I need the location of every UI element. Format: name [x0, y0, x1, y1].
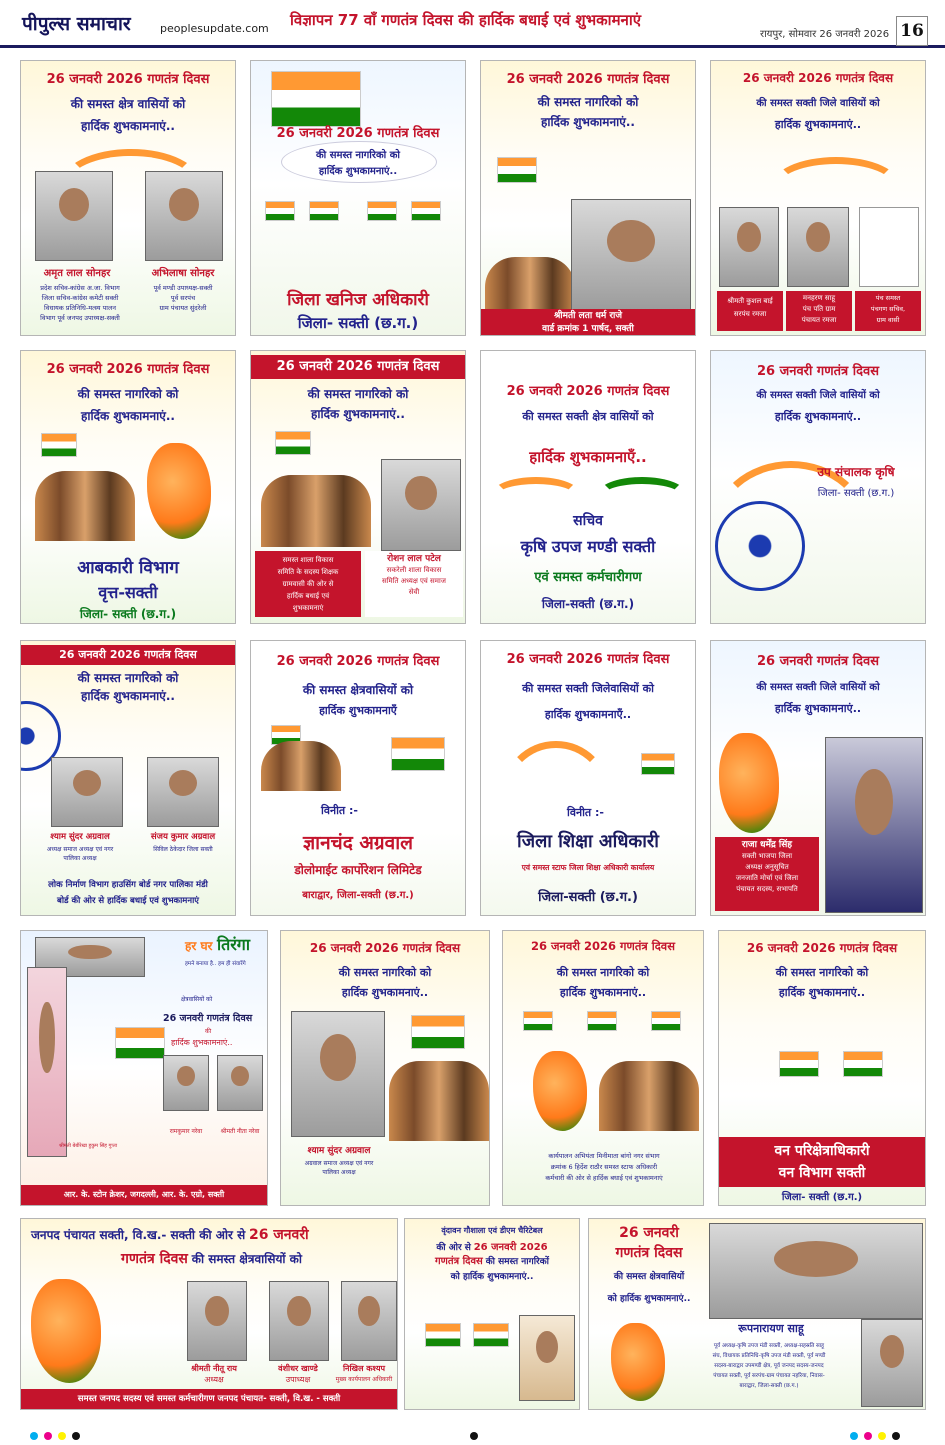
registration-mark	[878, 1432, 886, 1440]
registration-mark	[30, 1432, 38, 1440]
ad-greeting: हार्दिक शुभकामनाएं..	[318, 166, 398, 177]
desc-line: अग्रवाल समाज अध्यक्ष एवं नगर	[304, 1160, 374, 1167]
couple-photo	[571, 199, 691, 311]
ad-location: जिला- सक्ती (छ.ग.)	[817, 488, 895, 499]
ad-org: जिला खनिज अधिकारी	[287, 290, 429, 310]
freedom-fighters-image	[35, 471, 135, 541]
registration-mark	[850, 1432, 858, 1440]
person-designation: सरपंच रमजा	[733, 310, 767, 318]
desc-line: विधायक प्रतिनिधि-मत्स्य पालन	[44, 304, 116, 312]
ad-subtitle: जनपद पंचायत सक्ती, वि.ख.- सक्ती की ओर से	[31, 1228, 246, 1242]
ad-title: 26 जनवरी 2026 गणतंत्र दिवस	[506, 384, 670, 399]
desc-line: ग्राम वासी	[876, 316, 900, 324]
ad-mineral-officer	[250, 60, 466, 336]
person-designation: उपाध्यक्ष	[285, 1375, 311, 1384]
ad-subtitle: की समस्त सक्ती जिले वासियों को	[756, 390, 880, 401]
ad-title: 26 जनवरी 2026	[473, 1242, 548, 1253]
desc-line: बाराद्वार, जिला-सक्ती (छ.ग.)	[739, 1383, 799, 1389]
desc-line: पंचायत सक्ती, पूर्व सरपंच-ग्राम पंचायत नहरिया, निवास-	[713, 1373, 825, 1379]
ad-org-sub: वन विभाग सक्ती	[778, 1165, 866, 1181]
person-name: श्रीमती कुशल बाई	[727, 297, 773, 305]
desc-line: शुभकामनाएं	[292, 604, 324, 612]
ad-greeting: को हार्दिक शुभकामनाएं..	[450, 1272, 534, 1282]
desc-line: पूर्व सरपंच	[170, 294, 196, 302]
bharat-mata-image	[719, 733, 779, 833]
ad-greeting: हार्दिक शुभकामनाएं..	[774, 702, 862, 715]
flag-icon	[779, 1051, 819, 1077]
ad-greeting: हार्दिक शुभकामनाएं..	[778, 986, 866, 999]
ad-org: ज्ञानचंद अग्रवाल	[302, 832, 413, 854]
ad-rk-stone-crusher	[20, 930, 268, 1206]
ad-subtitle: की समस्त नागरिकों	[485, 1257, 549, 1267]
flag-icon	[367, 201, 397, 221]
person-designation: अध्यक्ष	[204, 1375, 224, 1384]
ad-forest-range-officer	[718, 930, 926, 1206]
ad-greeting: हार्दिक शुभकामनाएँ	[319, 704, 397, 717]
ad-subtitle: की समस्त सक्ती जिले वासियों को	[756, 682, 880, 693]
ad-greeting: हार्दिक शुभकामनाएं..	[311, 407, 405, 421]
tiranga-label: तिरंगा	[217, 935, 250, 954]
masthead	[0, 0, 945, 48]
flag-icon	[309, 201, 339, 221]
ad-connector: की ओर से	[436, 1243, 471, 1253]
flag-image	[411, 1015, 465, 1049]
flag-icon	[523, 1011, 553, 1031]
portrait-photo	[147, 757, 219, 827]
person-name: वंशीधर खाण्डे	[278, 1364, 318, 1373]
desc-line: पालिका अध्यक्ष	[63, 855, 97, 862]
desc-line: जिला सचिव-कांग्रेस कमेटी सक्ती	[41, 294, 119, 302]
freedom-fighters-image	[485, 257, 575, 317]
freedom-fighters-image	[389, 1061, 489, 1141]
person-name: श्रीमती लता धर्म राजे	[553, 311, 623, 321]
ad-title: 26 जनवरी गणतंत्र दिवस	[756, 364, 880, 379]
desc-line: विभाग पूर्व जनपद उपाध्यक्ष-सक्ती	[40, 314, 120, 322]
ad-org: कृषि उपज मण्डी सक्ती	[520, 537, 656, 556]
ad-raja-dharmendra-singh	[710, 640, 926, 916]
ad-subtitle: की समस्त नागरिको को	[338, 966, 432, 979]
ad-sonhar	[20, 60, 236, 336]
ad-title: 26 जनवरी 2026 गणतंत्र दिवस	[46, 362, 210, 377]
slogan: हमने बनाया है.. हम ही संवारेंगे	[185, 961, 246, 967]
person-name: संजय कुमार अग्रवाल	[150, 832, 216, 842]
person-name: रोशन लाल पटेल	[387, 554, 441, 564]
desc-line: सक्ती भाजपा जिला	[741, 852, 793, 860]
ad-roshan-patel	[250, 350, 466, 624]
desc-line: पंचायत रमजा	[801, 316, 837, 324]
ad-org: वृंदावन गौशाला एवं डीएम चैरिटेबल	[441, 1226, 543, 1235]
registration-mark	[44, 1432, 52, 1440]
group-photo	[709, 1223, 923, 1319]
person-name: राजा धर्मेंद्र सिंह	[741, 840, 793, 850]
ad-subtitle: की समस्त क्षेत्र वासियों को	[70, 97, 186, 111]
ad-greeting: हार्दिक शुभकामनाएं..	[81, 689, 175, 703]
ad-subtitle: की समस्त नागरिको को	[315, 150, 401, 161]
ad-title: गणतंत्र दिवस	[615, 1245, 683, 1261]
footer-line: क्रमांक 6 हिर्देश राठौर समस्त स्टाफ अधिकारी	[550, 1163, 658, 1171]
ad-designation: सचिव	[573, 513, 603, 529]
desc-line: समिति अध्यक्ष एवं समाज	[382, 577, 446, 585]
freedom-fighters-image	[261, 741, 341, 791]
ad-title: 26 जनवरी 2026 गणतंत्र दिवस	[746, 941, 898, 955]
desc-line: पूर्व अध्यक्ष-कृषि उपज मंडी सक्ती, अध्यक्ष-सहस्रति साहू	[713, 1343, 825, 1349]
flag-icon	[425, 1323, 461, 1347]
portrait-photo	[35, 171, 113, 261]
portrait-photo	[217, 1055, 263, 1111]
ad-shyam-sundar-agrawal	[280, 930, 490, 1206]
ad-greeting: हार्दिक शुभकामनाएं..	[774, 410, 862, 423]
flag-image	[271, 71, 361, 127]
desc-line: अध्यक्ष अनुसूचित	[745, 863, 789, 871]
flag-icon	[497, 157, 537, 183]
desc-line: पंचायत सदस्य, सभापति	[736, 885, 798, 893]
portrait-photo	[163, 1055, 209, 1111]
desc-line: प्रदेश सचिव-कांग्रेस अ.जा. विभाग	[40, 284, 120, 292]
ad-org: वन परिक्षेत्राधिकारी	[774, 1143, 870, 1159]
ad-subtitle: की समस्त नागरिको को	[77, 671, 179, 685]
har-ghar-label: हर घर	[185, 939, 213, 953]
bharat-mata-image	[31, 1279, 101, 1383]
portrait-photo	[291, 1011, 385, 1137]
ad-excise-department	[20, 350, 236, 624]
ad-location: जिला-सक्ती (छ.ग.)	[538, 890, 638, 905]
person-name: मनहरण साहू	[802, 294, 836, 302]
person-name: श्रीमती नीता नरेवा	[220, 1128, 260, 1135]
desc-line: पालिका अध्यक्ष	[322, 1169, 356, 1176]
freedom-fighters-image	[261, 475, 371, 547]
ad-ramja-panchayat	[710, 60, 926, 336]
ad-org: आबकारी विभाग	[77, 558, 179, 578]
flag-icon	[641, 753, 675, 775]
tricolor-arc	[711, 461, 871, 601]
person-designation: वार्ड क्रमांक 1 पार्षद, सक्ती	[542, 324, 634, 334]
portrait-photo	[381, 459, 461, 551]
person-name: श्याम सुंदर अग्रवाल	[307, 1146, 371, 1156]
ad-subtitle: की समस्त क्षेत्रवासियों को	[302, 683, 414, 697]
ad-title: 26 जनवरी गणतंत्र दिवस	[756, 654, 880, 669]
ad-greeting: हार्दिक शुभकामनाएं..	[171, 1038, 233, 1047]
ad-location: जिला- सक्ती (छ.ग.)	[781, 1192, 863, 1203]
ad-subtitle: क्षेत्रवासियों को	[181, 996, 213, 1003]
newspaper-logo: पीपुल्स समाचार	[22, 13, 131, 35]
portrait-photo	[787, 207, 849, 287]
bharat-mata-image	[611, 1323, 665, 1401]
vinit-label: विनीत :-	[567, 806, 604, 819]
ad-title: 26 जनवरी 2026 गणतंत्र दिवस	[46, 72, 210, 87]
ad-greeting: हार्दिक शुभकामनाएँ..	[529, 448, 647, 466]
registration-mark	[864, 1432, 872, 1440]
ad-footer: समस्त जनपद सदस्य एवं समस्त कर्मचारीगण जनपद पंचायत- सक्ती, वि.ख. - सक्ती	[21, 1389, 397, 1409]
portrait-photo	[825, 737, 923, 913]
ad-minimata-bango	[502, 930, 704, 1206]
ad-org-sub: डोलोमाईट कार्पोरेशन लिमिटेड	[294, 863, 422, 877]
person-name: रामकुमार नरेवा	[169, 1128, 203, 1135]
edition-date: रायपुर, सोमवार 26 जनवरी 2026	[760, 29, 890, 40]
flag-icon	[587, 1011, 617, 1031]
desc-line: पूर्व मण्डी उपाध्यक्ष-सक्ती	[153, 284, 213, 292]
ad-location: बाराद्वार, जिला-सक्ती (छ.ग.)	[302, 890, 414, 901]
ad-title: 26 जनवरी 2026 गणतंत्र दिवस	[309, 941, 461, 955]
ad-location: जिला- सक्ती (छ.ग.)	[79, 607, 177, 621]
vinit-label: विनीत :-	[321, 804, 358, 817]
flag-icon	[41, 433, 77, 457]
flag-icon	[275, 431, 311, 455]
desc-line: ग्रामवासी की ओर से	[282, 580, 334, 588]
desc-line: संघ, विधायक प्रतिनिधि-कृषि उपज मंडी सक्ती, पूर्व मण्डी	[712, 1353, 826, 1359]
ad-subtitle: की समस्त सक्ती जिलेवासियों को	[522, 682, 654, 695]
ad-krishi-mandi	[480, 350, 696, 624]
ad-title: 26 जनवरी	[619, 1225, 679, 1241]
ad-greeting: हार्दिक शुभकामनाएँ..	[544, 708, 632, 721]
person-name: श्रीमती बेबीरेखा हुकुम सिंह गुप्ता	[58, 1143, 118, 1149]
desc-line: अध्यक्ष समाज अध्यक्ष एवं नगर	[46, 846, 114, 853]
ad-title: 26 जनवरी 2026 गणतंत्र दिवस	[251, 355, 465, 379]
portrait-photo	[27, 967, 67, 1157]
ad-footer: आर. के. स्टोन क्रेशर, जगदल्ली, आर. के. एग्रो, सक्ती	[21, 1185, 267, 1205]
ad-greeting: हार्दिक शुभकामनाएं..	[774, 118, 862, 131]
ad-org-sub: वृत्त-सक्ती	[98, 583, 158, 602]
bharat-mata-image	[533, 1051, 587, 1131]
registration-mark	[470, 1432, 478, 1440]
ad-title: 26 जनवरी 2026 गणतंत्र दिवस	[276, 654, 440, 669]
desc-line: पंच समस्त	[875, 294, 901, 302]
ad-rupnarayan-sahu	[588, 1218, 926, 1410]
desc-line: हार्दिक बधाई एवं	[286, 592, 330, 600]
footer-line: लोक निर्माण विभाग हाउसिंग बोर्ड नगर पालिका मंडी	[48, 880, 208, 890]
flag-icon	[411, 201, 441, 221]
ad-title: 26 जनवरी 2026 गणतंत्र दिवस	[531, 939, 675, 953]
person-name: निखिल कश्यप	[342, 1364, 386, 1373]
ad-deputy-director-agriculture	[710, 350, 926, 624]
page-headline: विज्ञापन 77 वाँ गणतंत्र दिवस की हार्दिक बधाई एवं शुभकामनाएं	[290, 11, 642, 29]
portrait-photo	[187, 1281, 247, 1361]
ad-org: उप संचालक कृषि	[817, 465, 895, 479]
ad-agrawal	[20, 640, 236, 916]
ad-subtitle: की समस्त नागरिको को	[307, 387, 409, 401]
desc-line: सेवी	[408, 588, 420, 596]
ad-title: 26 जनवरी गणतंत्र दिवस	[163, 1013, 253, 1024]
desc-line: ग्राम पंचायत सुंदरेली	[159, 304, 207, 312]
ad-subtitle: की समस्त क्षेत्रवासियों को	[191, 1252, 303, 1266]
ad-greeting: हार्दिक शुभकामनाएं..	[81, 409, 175, 423]
person-name: अमृत लाल सोनहर	[43, 268, 111, 279]
portrait-photo	[719, 207, 779, 287]
ad-subtitle: की समस्त नागरिको को	[77, 387, 179, 401]
bharat-mata-image	[147, 443, 211, 539]
ad-location: जिला-सक्ती (छ.ग.)	[541, 597, 635, 611]
ad-title: 26 जनवरी 2026 गणतंत्र दिवस	[21, 645, 235, 665]
tricolor-arc	[491, 477, 581, 513]
ad-vrindavan-gaushala	[404, 1218, 580, 1410]
ad-district-education-officer	[480, 640, 696, 916]
footer-line: बोर्ड की ओर से हार्दिक बधाई एवं शुभकामनाएं	[57, 896, 199, 906]
ad-greeting: हार्दिक शुभकामनाएं..	[541, 115, 635, 129]
flag-icon	[473, 1323, 509, 1347]
ad-title: 26 जनवरी 2026 गणतंत्र दिवस	[506, 72, 670, 87]
flag-icon	[265, 201, 295, 221]
ad-greeting: हार्दिक शुभकामनाएं..	[559, 986, 647, 999]
ad-title: गणतंत्र दिवस	[435, 1256, 483, 1267]
page-number: 16	[896, 16, 928, 46]
portrait-photo	[341, 1281, 397, 1361]
freedom-fighters-image	[599, 1061, 699, 1131]
ad-org: जिला शिक्षा अधिकारी	[517, 831, 659, 852]
desc-line: सदस्य-बाराद्वार उपमण्डी क्षेत्र, पूर्व जनपद सदस्य-जनपद	[714, 1363, 824, 1369]
cow-image	[519, 1315, 575, 1401]
registration-mark	[892, 1432, 900, 1440]
desc-line: समिति के सदस्य शिक्षक	[277, 568, 339, 576]
registration-mark	[58, 1432, 66, 1440]
ad-title: 26 जनवरी	[249, 1227, 309, 1243]
person-name: रूपनारायण साहू	[738, 1322, 804, 1335]
ad-subtitle: की समस्त नागरिको को	[537, 95, 639, 109]
desc-line: पंचगण सचिव,	[870, 305, 906, 313]
ad-subtitle: की समस्त नागरिको को	[775, 966, 869, 979]
person-name: श्याम सुंदर अग्रवाल	[50, 832, 110, 842]
portrait-photo	[269, 1281, 329, 1361]
ad-location: जिला- सक्ती (छ.ग.)	[297, 314, 419, 332]
footer-line: कार्यपालन अभियंता मिनीमाता बांगो नगर संभाग	[548, 1152, 660, 1160]
ad-title: गणतंत्र दिवस	[121, 1251, 188, 1267]
ad-subtitle: की समस्त नागरिको को	[556, 966, 650, 979]
portrait-photo	[51, 757, 123, 827]
ad-org-sub: एवं समस्त कर्मचारीगण	[534, 570, 642, 585]
desc-line: पंच पति ग्राम	[802, 305, 836, 313]
person-designation: मुख्य कार्यपालन अधिकारी	[335, 1376, 393, 1383]
ad-janpad-panchayat	[20, 1218, 398, 1410]
ad-connector: की	[205, 1028, 212, 1035]
desc-line: जनजाति मोर्चा एवं जिला	[735, 874, 799, 882]
person-designation: सिविल ठेकेदार जिला सक्ती	[153, 846, 213, 853]
registration-mark	[72, 1432, 80, 1440]
desc-line: समस्त शाला विकास	[282, 556, 334, 564]
ad-subtitle: की समस्त सक्ती क्षेत्र वासियों को	[522, 410, 654, 423]
website-link[interactable]: peoplesupdate.com	[160, 22, 269, 35]
ad-title: 26 जनवरी 2026 गणतंत्र दिवस	[276, 126, 440, 141]
person-name: श्रीमती नीतू राय	[191, 1364, 237, 1373]
ad-gyanchand-agrawal	[250, 640, 466, 916]
flag-image	[391, 737, 445, 771]
ad-title: 26 जनवरी 2026 गणतंत्र दिवस	[742, 71, 894, 85]
desc-line: सकरेली शाला विकास	[386, 566, 442, 574]
flag-icon	[843, 1051, 883, 1077]
ad-lata-dharmraje	[480, 60, 696, 336]
ad-greeting: को हार्दिक शुभकामनाएं..	[607, 1294, 691, 1304]
ad-subtitle: की समस्त सक्ती जिले वासियों को	[756, 98, 880, 109]
tricolor-arc	[597, 477, 687, 513]
flag-icon	[651, 1011, 681, 1031]
person-name: अभिलाषा सोनहर	[151, 268, 215, 279]
ad-title: 26 जनवरी 2026 गणतंत्र दिवस	[506, 652, 670, 667]
flag-image	[115, 1027, 165, 1059]
ad-greeting: हार्दिक शुभकामनाएं..	[81, 119, 175, 133]
ad-org-sub: एवं समस्त स्टाफ जिला शिक्षा अधिकारी कार्यालय	[521, 863, 655, 872]
ad-subtitle: की समस्त क्षेत्रवासियों	[613, 1272, 685, 1282]
portrait-photo	[145, 171, 223, 261]
blank-photo-frame	[859, 207, 919, 287]
portrait-photo	[861, 1319, 923, 1407]
footer-line: कर्मचारी की ओर से हार्दिक बधाई एवं शुभकामनाएं	[545, 1174, 663, 1182]
ad-greeting: हार्दिक शुभकामनाएं..	[341, 986, 429, 999]
